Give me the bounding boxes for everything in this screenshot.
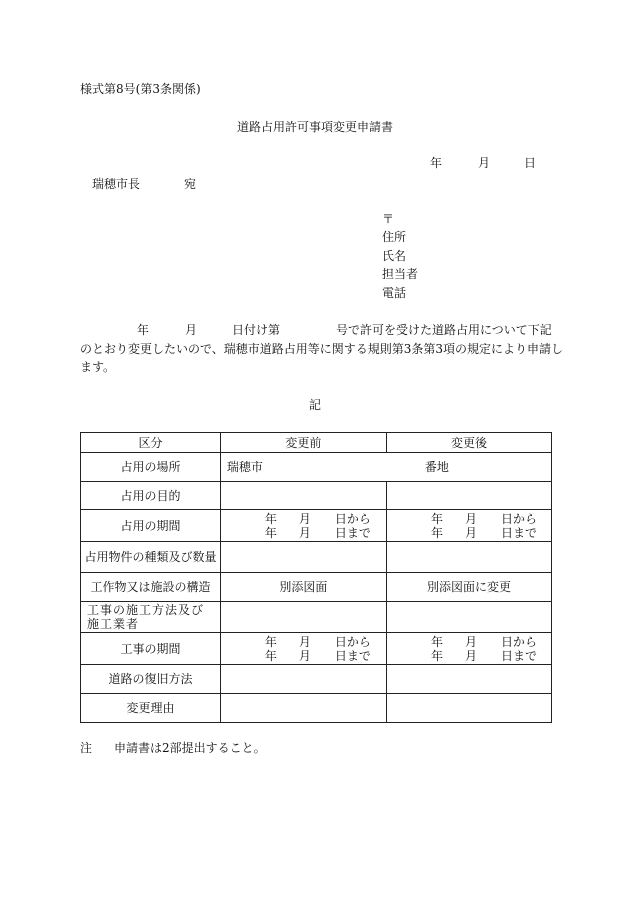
table-row [81, 573, 552, 602]
structure-before: 別添図面 [220, 573, 386, 602]
table-header-row [81, 433, 552, 453]
table-row [81, 602, 552, 633]
ym-until: 日まで [334, 525, 371, 540]
ym-month: 月 [464, 648, 477, 663]
ym-year: 年 [264, 648, 277, 663]
ym-from: 日から [500, 511, 537, 526]
ym-until: 日まで [334, 648, 371, 663]
row-label-reason: 変更理由 [81, 694, 221, 723]
ym-year: 年 [264, 525, 277, 540]
ym-month: 月 [298, 525, 311, 540]
ym-month: 月 [298, 648, 311, 663]
method-after-cell [386, 602, 551, 633]
header-category: 区分 [81, 433, 221, 453]
note-text: 申請書は2部提出すること。 [114, 741, 266, 755]
method-before-cell [220, 602, 386, 633]
header-before: 変更前 [220, 433, 386, 453]
ym-from: 日から [334, 634, 371, 649]
purpose-before-cell [220, 482, 386, 510]
address-label: 住所 [382, 230, 407, 244]
body-month: 月 [185, 323, 198, 337]
ym-until: 日まで [500, 648, 537, 663]
items-before-cell [220, 542, 386, 573]
ym-until: 日まで [500, 525, 537, 540]
table-row [81, 694, 552, 723]
period-before-cell [220, 510, 386, 542]
period-after-cell [386, 510, 551, 542]
change-table [80, 432, 552, 723]
work-period-after-cell [386, 633, 551, 665]
table-row [81, 510, 552, 542]
row-label-work-period: 工事の期間 [81, 633, 221, 665]
row-label-method: 工事の施工方法及び施工業者 [81, 602, 221, 633]
form-number: 様式第8号(第3条関係) [80, 82, 201, 96]
ym-month: 月 [298, 634, 311, 649]
name-label: 氏名 [382, 249, 407, 263]
ym-month: 月 [464, 525, 477, 540]
table-row [81, 633, 552, 665]
postal-mark: 〒 [382, 212, 395, 226]
date-month-label: 月 [478, 156, 491, 170]
ym-year: 年 [264, 511, 277, 526]
row-label-period: 占用の期間 [81, 510, 221, 542]
purpose-after-cell [386, 482, 551, 510]
row-label-location: 占用の場所 [81, 453, 221, 482]
table-row [81, 665, 552, 694]
row-label-items: 占用物件の種類及び数量 [81, 542, 221, 573]
body-dated: 日付け第 [232, 323, 281, 337]
row-label-structure: 工作物又は施設の構造 [81, 573, 221, 602]
person-in-charge-label: 担当者 [382, 267, 419, 281]
date-day-label: 日 [524, 156, 537, 170]
row-label-purpose: 占用の目的 [81, 482, 221, 510]
ym-from: 日から [334, 511, 371, 526]
reason-after-cell [386, 694, 551, 723]
table-row [81, 542, 552, 573]
restoration-before-cell [220, 665, 386, 694]
reason-before-cell [220, 694, 386, 723]
body-line3: ます。 [80, 360, 116, 374]
location-lot: 番地 [424, 460, 449, 474]
document-title: 道路占用許可事項変更申請書 [236, 120, 393, 134]
location-city: 瑞穂市 [226, 460, 263, 474]
row-label-restoration: 道路の復旧方法 [81, 665, 221, 694]
phone-label: 電話 [382, 286, 407, 300]
date-range [221, 511, 386, 541]
date-range [387, 511, 551, 541]
addressee-suffix: 宛 [184, 177, 197, 191]
location-value-cell [220, 453, 551, 482]
date-range [387, 634, 551, 664]
ym-year: 年 [264, 634, 277, 649]
ym-year: 年 [430, 648, 443, 663]
ym-month: 月 [464, 511, 477, 526]
ym-month: 月 [464, 634, 477, 649]
date-range [221, 634, 386, 664]
table-row [81, 482, 552, 510]
body-line2: のとおり変更したいので、瑞穂市道路占用等に関する規則第3条第3項の規定により申請し [80, 342, 564, 356]
date-year-label: 年 [430, 156, 443, 170]
ki-heading: 記 [308, 398, 321, 412]
ym-from: 日から [500, 634, 537, 649]
ym-year: 年 [430, 634, 443, 649]
body-year: 年 [137, 323, 150, 337]
body-line1-tail: 号で許可を受けた道路占用について下記 [336, 323, 552, 337]
header-after: 変更後 [386, 433, 551, 453]
ym-year: 年 [430, 525, 443, 540]
addressee-name: 瑞穂市長 [92, 177, 141, 191]
work-period-before-cell [220, 633, 386, 665]
ym-month: 月 [298, 511, 311, 526]
restoration-after-cell [386, 665, 551, 694]
structure-after: 別添図面に変更 [386, 573, 551, 602]
note-mark: 注 [80, 741, 93, 755]
ym-year: 年 [430, 511, 443, 526]
table-row [81, 453, 552, 482]
items-after-cell [386, 542, 551, 573]
